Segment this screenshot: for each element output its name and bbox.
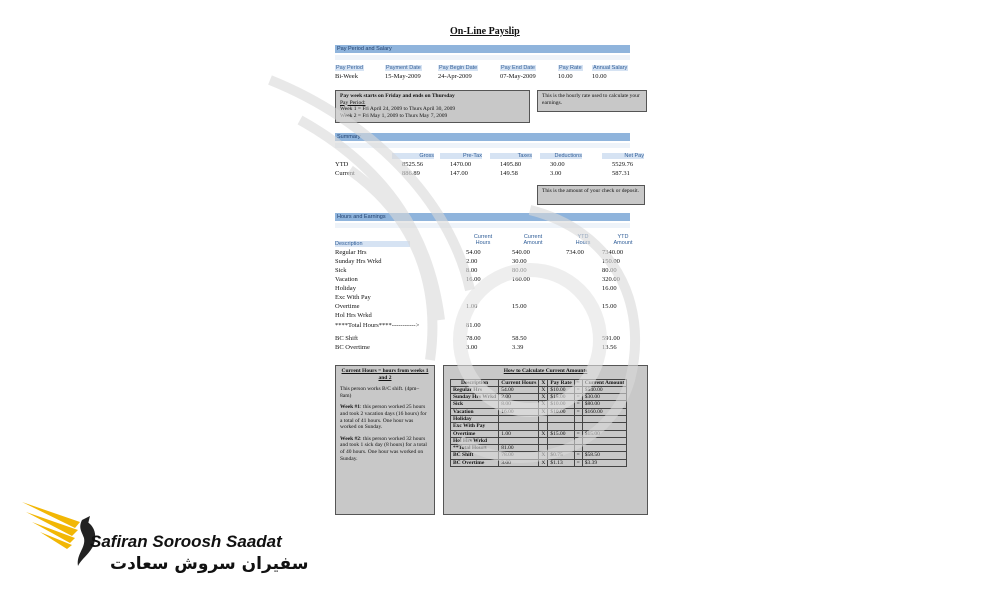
hours-header-description: Description (335, 241, 410, 247)
calc-cell: X (539, 452, 548, 459)
calc-cell (574, 437, 582, 444)
summary-cell: 886.89 (402, 170, 420, 177)
net-pay-note: This is the amount of your check or deposit. (537, 185, 645, 205)
calc-cell: $30.00 (582, 394, 626, 401)
calc-cell: = (574, 459, 582, 466)
calc-cell (582, 445, 626, 452)
hours-row-ytd-amount: 320.00 (602, 276, 620, 283)
calc-cell: $160.00 (582, 408, 626, 415)
summary-cell: 3.00 (550, 170, 562, 177)
summary-spacer (335, 143, 630, 148)
bc-row-current-hours: 78.00 (466, 335, 481, 342)
pay-period-spacer (335, 55, 630, 60)
hours-row-current-hours: 1.00 (466, 303, 478, 310)
pay-period-header: Pay End Date (501, 65, 535, 71)
calc-cell: Regular Hrs (451, 386, 499, 393)
calc-cell: $0.75 (548, 452, 574, 459)
calc-cell: X (539, 459, 548, 466)
explanation-title: Current Hours = hours from weeks 1 and 2 (341, 368, 429, 381)
bc-row-ytd-amount: 591.00 (602, 335, 620, 342)
hours-row-current-hours: 16.00 (466, 276, 481, 283)
pay-week-note (335, 90, 530, 123)
pay-period-section-title: Pay Period and Salary (337, 46, 392, 52)
hours-row-description: Vacation (335, 276, 358, 283)
calc-cell: $1.13 (548, 459, 574, 466)
pay-period-header: Pay Rate (559, 65, 582, 71)
calc-header-cell: Current Amount (582, 379, 626, 386)
calc-cell: 16.00 (499, 408, 539, 415)
calc-cell: X (539, 386, 548, 393)
hours-row-current-hours: 54.00 (466, 249, 481, 256)
calc-row (451, 394, 627, 401)
calc-cell: $15.00 (548, 430, 574, 437)
calc-header-cell: X (539, 379, 548, 386)
calc-cell: $10.00 (548, 386, 574, 393)
hours-header-current-hours: Current Hours (473, 234, 493, 246)
calc-cell: 3.00 (499, 459, 539, 466)
calc-cell: $80.00 (582, 401, 626, 408)
hours-row-ytd-hours: 734.00 (566, 249, 584, 256)
brand-name-persian: سفیران سروش سعادت (110, 554, 309, 574)
bc-row-ytd-amount: 13.56 (602, 344, 617, 351)
pay-week-note-sub: Pay Period: (340, 99, 366, 106)
brand-logo (20, 492, 309, 582)
calc-cell: = (574, 430, 582, 437)
calc-cell: 2.00 (499, 394, 539, 401)
calc-cell: 81.00 (499, 445, 539, 452)
hours-row-current-amount: 160.00 (512, 276, 530, 283)
calc-cell: Holiday (451, 415, 499, 422)
calc-cell: = (574, 408, 582, 415)
bc-row-current-amount: 58.50 (512, 335, 527, 342)
pay-period-value: Bi-Week (335, 73, 358, 80)
hours-row-description: Sick (335, 267, 347, 274)
calc-cell (574, 445, 582, 452)
calc-header-cell: Description (451, 379, 499, 386)
calc-cell (499, 415, 539, 422)
brand-name-english: Safiran Soroosh Saadat (90, 532, 282, 551)
calc-cell: X (539, 408, 548, 415)
hours-row-ytd-amount: 15.00 (602, 303, 617, 310)
calc-cell: = (574, 401, 582, 408)
calc-box-title: How to Calculate Current Amounts (503, 368, 588, 374)
pay-period-value: 10.00 (558, 73, 573, 80)
total-hours-value: 81.00 (466, 322, 481, 329)
calc-cell (539, 423, 548, 430)
calc-cell: Hol Hrs Wrkd (451, 437, 499, 444)
total-hours-label: ****Total Hours****-----------> (335, 322, 420, 329)
pay-period-value: 10.00 (592, 73, 607, 80)
calc-cell: $10.00 (548, 401, 574, 408)
summary-header: Gross (392, 153, 434, 159)
calc-row (451, 430, 627, 437)
hours-row-current-amount: 30.00 (512, 258, 527, 265)
hours-row-description: Sunday Hrs Wrkd (335, 258, 382, 265)
calc-cell: **Total Hours (451, 445, 499, 452)
calc-row (451, 452, 627, 459)
calc-header-cell: Current Hours (499, 379, 539, 386)
hours-row-description: Exc With Pay (335, 294, 371, 301)
pay-period-value: 15-May-2009 (385, 73, 421, 80)
summary-cell: 30.00 (550, 161, 565, 168)
calc-cell: 54.00 (499, 386, 539, 393)
calc-box (443, 365, 648, 515)
pay-period-value: 07-May-2009 (500, 73, 536, 80)
calc-row (451, 445, 627, 452)
summary-section-title: Summary (337, 134, 361, 140)
calc-cell: Overtime (451, 430, 499, 437)
calc-cell: $3.39 (582, 459, 626, 466)
calc-cell: Sunday Hrs Wrkd (451, 394, 499, 401)
hours-row-current-amount: 80.00 (512, 267, 527, 274)
pay-week-note-line1: Week 1 = Fri April 24, 2009 to Thurs April 30, 2009 (340, 106, 456, 112)
hours-header-current-amount: Current Amount (523, 234, 543, 246)
bc-row-current-hours: 3.00 (466, 344, 478, 351)
eagle-wing-icon (20, 492, 105, 567)
hours-row-description: Holiday (335, 285, 356, 292)
calc-row (451, 415, 627, 422)
calc-cell (574, 415, 582, 422)
calc-cell (582, 437, 626, 444)
hours-row-current-amount: 540.00 (512, 249, 530, 256)
calc-row (451, 437, 627, 444)
calc-cell (582, 423, 626, 430)
pay-period-header: Pay Begin Date (439, 65, 478, 71)
calc-cell (582, 415, 626, 422)
calc-cell: $15.00 (548, 394, 574, 401)
summary-header: Taxes (490, 153, 532, 159)
calc-cell: BC Shift (451, 452, 499, 459)
calc-row (451, 459, 627, 466)
calc-cell (548, 415, 574, 422)
bc-row-description: BC Overtime (335, 344, 370, 351)
calc-header-cell: Pay Rate (548, 379, 574, 386)
calc-table (450, 379, 627, 468)
calc-row (451, 401, 627, 408)
bc-row-current-amount: 3.39 (512, 344, 524, 351)
pay-rate-note: This is the hourly rate used to calculate your earnings. (537, 90, 647, 112)
calc-cell: Vacation (451, 408, 499, 415)
calc-cell: 1.00 (499, 430, 539, 437)
hours-header-ytd-hours: YTD Hours (575, 234, 591, 246)
hours-spacer (335, 223, 630, 228)
summary-band (335, 133, 630, 141)
calc-cell (539, 437, 548, 444)
calc-cell: X (539, 401, 548, 408)
pay-week-note-line2: Week 2 = Fri May 1, 2009 to Thurs May 7, 2009 (340, 112, 448, 119)
pay-week-note-heading: Pay week starts on Friday and ends on Thursday (340, 93, 455, 99)
calc-row (451, 408, 627, 415)
hours-row-current-amount: 15.00 (512, 303, 527, 310)
summary-cell: 587.31 (612, 170, 630, 177)
calc-row (451, 423, 627, 430)
calc-cell: $10.00 (548, 408, 574, 415)
current-hours-explanation (335, 365, 435, 515)
explanation-p2: Week #1: this person worked 25 hours and took 2 vacation days (16 hours) for a total of 41 hours. One hour was worked on Sunday. (340, 404, 427, 431)
calc-cell: X (539, 430, 548, 437)
pay-period-header: Annual Salary (593, 65, 628, 71)
calc-cell (548, 423, 574, 430)
summary-cell: 149.58 (500, 170, 518, 177)
hours-row-ytd-amount: 80.00 (602, 267, 617, 274)
summary-cell: 1470.00 (450, 161, 472, 168)
calc-cell (548, 445, 574, 452)
calc-cell: Exc With Pay (451, 423, 499, 430)
summary-row-label: YTD (335, 161, 349, 168)
summary-header: Deductions (540, 153, 582, 159)
document-title: On-Line Payslip (450, 26, 520, 37)
pay-period-header: Payment Date (386, 65, 421, 71)
calc-cell: $15.00 (582, 430, 626, 437)
pay-period-value: 24-Apr-2009 (438, 73, 472, 80)
summary-cell: 1495.80 (500, 161, 522, 168)
calc-cell (499, 437, 539, 444)
hours-row-description: Regular Hrs (335, 249, 367, 256)
calc-cell: BC Overtime (451, 459, 499, 466)
hours-row-ytd-amount: 16.00 (602, 285, 617, 292)
hours-row-current-hours: 2.00 (466, 258, 478, 265)
calc-cell: = (574, 386, 582, 393)
calc-cell: 8.00 (499, 401, 539, 408)
hours-row-ytd-amount: 7340.00 (602, 249, 624, 256)
explanation-p1: This person works B/C shift. (4pm– 8am) (340, 386, 420, 399)
hours-header-ytd-amount: YTD Amount (613, 234, 633, 246)
calc-cell (539, 415, 548, 422)
hours-section-title: Hours and Earnings (337, 214, 386, 220)
calc-cell: X (539, 394, 548, 401)
summary-cell: 5529.76 (612, 161, 634, 168)
calc-cell (539, 445, 548, 452)
payslip-document (330, 20, 650, 515)
explanation-p3: Week #2: this person worked 32 hours and took 1 sick day (8 hours) for a total of 40 hours. One hour was worked on Sunday. (340, 435, 427, 462)
calc-cell (574, 423, 582, 430)
calc-cell: = (574, 452, 582, 459)
pay-period-header: Pay Period (336, 65, 363, 71)
summary-cell: 147.00 (450, 170, 468, 177)
hours-row-current-hours: 8.00 (466, 267, 478, 274)
calc-row (451, 386, 627, 393)
summary-header: Pre-Tax (440, 153, 482, 159)
summary-cell: 8525.56 (402, 161, 424, 168)
summary-row-label: Current (335, 170, 355, 177)
hours-row-description: Overtime (335, 303, 360, 310)
calc-cell: = (574, 394, 582, 401)
bc-row-description: BC Shift (335, 335, 358, 342)
summary-header: Net Pay (602, 153, 644, 159)
hours-row-description: Hol Hrs Wrkd (335, 312, 372, 319)
hours-row-ytd-amount: 150.00 (602, 258, 620, 265)
calc-cell: $540.00 (582, 386, 626, 393)
calc-cell: Sick (451, 401, 499, 408)
calc-cell (499, 423, 539, 430)
calc-cell: $58.50 (582, 452, 626, 459)
calc-cell: 78.00 (499, 452, 539, 459)
calc-cell (548, 437, 574, 444)
calc-header-cell: = (574, 379, 582, 386)
